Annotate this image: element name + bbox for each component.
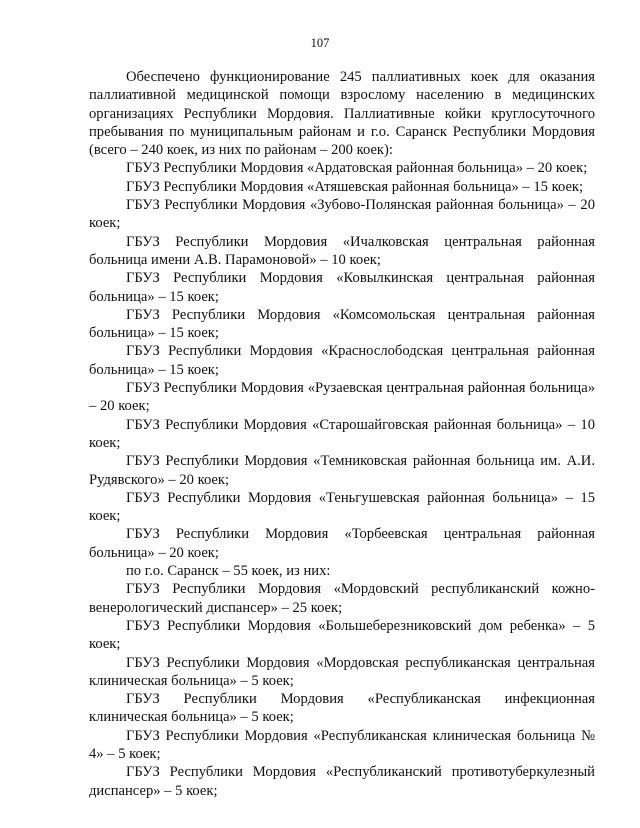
list-item: ГБУЗ Республики Мордовия «Темниковская районная больница им. А.И. Рудявского» – 20 коек; [89, 453, 595, 488]
list-item: ГБУЗ Республики Мордовия «Краснослободская центральная районная больница» – 15 коек; [89, 343, 595, 378]
list-item: ГБУЗ Республики Мордовия «Зубово-Полянская районная больница» – 20 коек; [89, 197, 595, 232]
list-item: ГБУЗ Республики Мордовия «Республиканский противотуберкулезный диспансер» – 5 коек; [89, 764, 595, 799]
list-item: ГБУЗ Республики Мордовия «Торбеевская центральная районная больница» – 20 коек; [89, 526, 595, 561]
page-number: 107 [310, 36, 330, 50]
list-item: ГБУЗ Республики Мордовия «Республиканская инфекционная клиническая больница» – 5 коек; [89, 691, 595, 726]
list-item: ГБУЗ Республики Мордовия «Комсомольская центральная районная больница» – 15 коек; [89, 306, 595, 342]
list-item: ГБУЗ Республики Мордовия «Республиканская клиническая больница № 4» – 5 коек; [89, 727, 595, 762]
list-item: ГБУЗ Республики Мордовия «Теньгушевская районная больница» – 15 коек; [89, 489, 595, 525]
list-item: ГБУЗ Республики Мордовия «Ковылкинская центральная районная больница» – 15 коек; [89, 270, 595, 305]
list-item: ГБУЗ Республики Мордовия «Атяшевская районная больница» – 15 коек; [126, 178, 584, 195]
list-item: ГБУЗ Республики Мордовия «Старошайговская районная больница» – 10 коек; [89, 416, 595, 451]
list-item: ГБУЗ Республики Мордовия «Рузаевская центральная районная больница» – 20 коек; [89, 380, 595, 415]
list-item: ГБУЗ Республики Мордовия «Мордовская республиканская центральная клиническая больница» – 5 коек; [89, 654, 595, 689]
list-item: ГБУЗ Республики Мордовия «Ардатовская районная больница» – 20 коек; [126, 160, 588, 177]
intro-paragraph: Обеспечено функционирование 245 паллиативных коек для оказания паллиативной медицинской помощи взрослому населению в медицинских организациях Республики Мордовия. Паллиативные койки круглосуточного пребывания по муниципальным районам и г.о. Саранск Республики Мордовия (всего – 240 коек, из них по районам – 200 коек): [89, 69, 595, 159]
list-item: ГБУЗ Республики Мордовия «Большеберезниковский дом ребенка» – 5 коек; [89, 617, 595, 653]
section-subheading: по г.о. Саранск – 55 коек, из них: [126, 563, 331, 580]
list-item: ГБУЗ Республики Мордовия «Ичалковская центральная районная больница имени А.В. Парамоновой» – 10 коек; [89, 233, 595, 268]
list-item: ГБУЗ Республики Мордовия «Мордовский республиканский кожно-венерологический диспансер» – 25 коек; [89, 581, 595, 616]
document-body [89, 68, 595, 800]
